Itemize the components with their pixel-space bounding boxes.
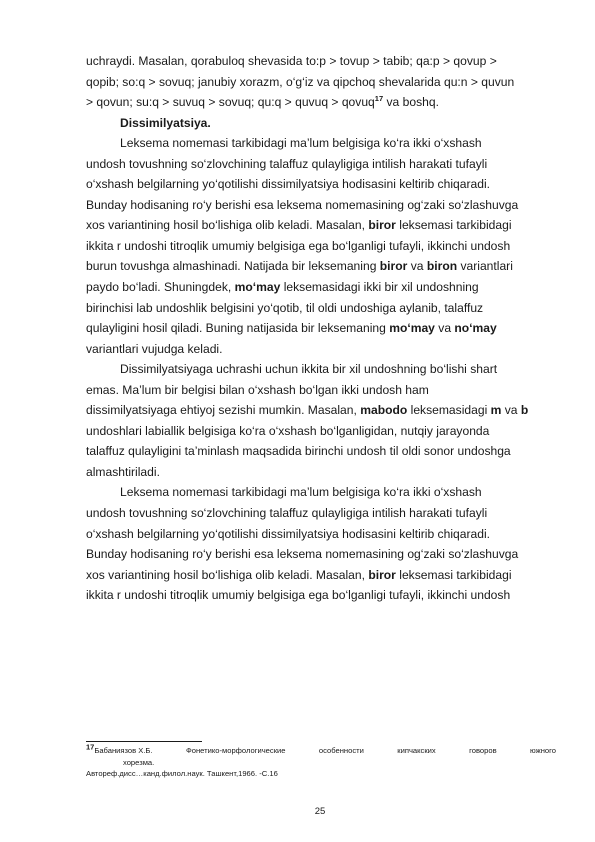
footnote-word: южного [530, 746, 556, 755]
paragraph-line [86, 277, 553, 298]
paragraph-line [86, 585, 553, 606]
text-run: Bunday hodisaning ro‘y berishi esa leksema nomemasining og‘zaki so‘zlashuvga [86, 197, 519, 212]
footnote-reference: 17 [374, 94, 384, 104]
text-run: qopib; so:q > sovuq; janubiy xorazm, o‘g‘iz va qipchoq shevalarida qu:n > quvun [86, 74, 515, 89]
body-text [86, 51, 553, 606]
text-run: ikkita r undoshi titroqlik umumiy belgisiga ega bo‘lganligi tufayli, ikkinchi undosh [86, 238, 511, 253]
footnote-line-2: хорезма. [123, 757, 155, 767]
emphasized-term: biron [426, 259, 458, 274]
text-run: xos variantining hosil bo‘lishiga olib keladi. Masalan, [86, 567, 369, 582]
text-run: leksemasi tarkibidagi [395, 567, 512, 582]
footnote-line-3: Автореф.дисс…канд.филол.наук. Ташкент,1966. -С.16 [86, 769, 278, 778]
paragraph-line [86, 215, 553, 236]
paragraph-line [86, 544, 553, 565]
text-run: undosh tovushning so‘zlovchining talaffuz qulayligiga intilish harakati tufayli [86, 506, 488, 521]
emphasized-term: biror [379, 259, 408, 274]
section-heading [86, 113, 553, 134]
footnote [86, 742, 556, 780]
paragraph-line [86, 421, 553, 442]
emphasized-term: mo‘may [389, 321, 435, 336]
paragraph-line [86, 339, 553, 360]
paragraph-line [86, 400, 553, 421]
paragraph-line [86, 380, 553, 401]
paragraph-line [86, 51, 553, 72]
text-run: undosh tovushning so‘zlovchining talaffuz qulayligiga intilish harakati tufayli [86, 156, 488, 171]
footnote-number: 17 [86, 742, 95, 752]
emphasized-term: biror [368, 567, 396, 582]
text-run: va [501, 403, 521, 418]
text-run: leksemasidagi [407, 403, 491, 418]
paragraph-line [86, 298, 553, 319]
footnote-word: особенности [318, 746, 364, 755]
paragraph-line [86, 503, 553, 524]
footnote-word: кипчакских [397, 746, 436, 755]
text-run: undoshlari labiallik belgisiga ko‘ra o‘xshash bo‘lganligidan, nutqiy jarayonda [86, 423, 490, 438]
emphasized-term: m [490, 403, 502, 418]
text-run: Bunday hodisaning ro‘y berishi esa leksema nomemasining og‘zaki so‘zlashuvga [86, 547, 519, 562]
text-run: leksemasi tarkibidagi [395, 218, 512, 233]
emphasized-term: b [520, 403, 529, 418]
paragraph-line [86, 174, 553, 195]
text-run: > qovun; su:q > suvuq > sovuq; qu:q > quvuq > qovuq [86, 95, 375, 110]
text-run: variantlari vujudga keladi. [86, 341, 223, 356]
text-run: dissimilyatsiyaga ehtiyoj sezishi mumkin. Masalan, [86, 403, 361, 418]
text-run: talaffuz qulayligini ta’minlash maqsadida birinchi undosh til oldi sonor undoshga [86, 444, 511, 459]
emphasized-term: Dissimilyatsiya. [120, 115, 211, 130]
footnote-divider [86, 741, 202, 742]
text-run: va [407, 259, 427, 274]
text-run: o‘xshash belgilarning yo‘qotilishi dissimilyatsiya hodisasini keltirib chiqaradi. [86, 177, 490, 192]
emphasized-term: no‘may [454, 321, 497, 336]
paragraph-line [86, 236, 553, 257]
emphasized-term: mabodo [360, 403, 408, 418]
text-run: almashtiriladi. [86, 464, 160, 479]
text-run: paydo bo‘ladi. Shuningdek, [86, 280, 235, 295]
paragraph-line [86, 482, 553, 503]
paragraph-line [86, 318, 553, 339]
text-run: o‘xshash belgilarning yo‘qotilishi dissimilyatsiya hodisasini keltirib chiqaradi. [86, 526, 490, 541]
paragraph-line [86, 441, 553, 462]
footnote-word: говоров [469, 746, 497, 755]
paragraph-line [86, 154, 553, 175]
text-run: ikkita r undoshi titroqlik umumiy belgisiga ega bo‘lganligi tufayli, ikkinchi undosh [86, 588, 511, 603]
text-run: uchraydi. Masalan, qorabuloq shevasida to:p > tovup > tabib; qa:p > qovup > [86, 54, 497, 68]
footnote-citation-lead [86, 742, 153, 757]
paragraph-line [86, 524, 553, 545]
text-run: va boshq. [383, 95, 439, 110]
page-number: 25 [314, 806, 326, 817]
paragraph-line [86, 133, 553, 154]
text-run: Leksema nomemasi tarkibidagi ma’lum belgisiga ko‘ra ikki o‘xshash [120, 136, 482, 151]
text-run: birinchisi lab undoshlik belgisini yo‘qotib, til oldi undoshiga aylanib, talaffuz [86, 300, 484, 315]
paragraph-line [86, 462, 553, 483]
text-run: leksemasidagi ikki bir xil undoshning [280, 280, 479, 295]
paragraph-line [86, 72, 553, 93]
text-run: Leksema nomemasi tarkibidagi ma’lum belgisiga ko‘ra ikki o‘xshash [120, 485, 482, 500]
text-run: va [434, 321, 455, 336]
text-run: qulayligini hosil qiladi. Buning natijasida bir leksemaning [86, 321, 390, 336]
emphasized-term: biror [368, 218, 396, 233]
footnote-word: Фонетико-морфологические [185, 746, 286, 755]
paragraph-line [86, 359, 553, 380]
footnote-line-1 [86, 742, 556, 757]
text-run: emas. Ma’lum bir belgisi bilan o‘xshash bo‘lgan ikki undosh ham [86, 382, 429, 397]
paragraph-line [86, 195, 553, 216]
emphasized-term: mo‘may [234, 280, 281, 295]
paragraph-line [86, 256, 553, 277]
footnote-word: Бабаниязов Х.Б. [94, 746, 153, 755]
paragraph-line [86, 565, 553, 586]
text-run: Dissimilyatsiyaga uchrashi uchun ikkita bir xil undoshning bo‘lishi shart [120, 362, 498, 377]
text-run: variantlari [457, 259, 513, 274]
text-run: burun tovushga almashinadi. Natijada bir leksemaning [86, 259, 380, 274]
paragraph-line [86, 92, 553, 113]
text-run: xos variantining hosil bo‘lishiga olib keladi. Masalan, [86, 218, 369, 233]
